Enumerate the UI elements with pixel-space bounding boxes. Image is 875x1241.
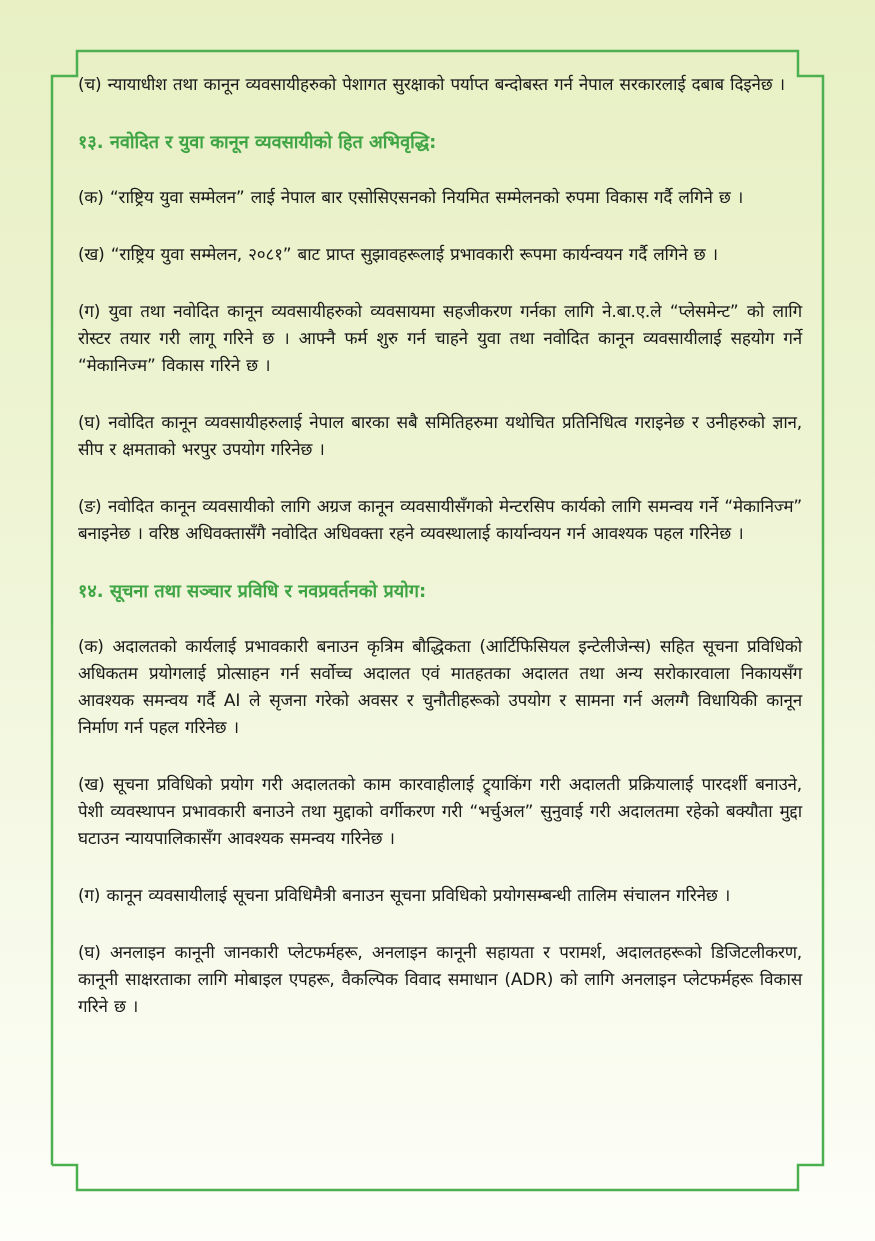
section-13-item-ga: (ग) युवा तथा नवोदित कानून व्यवसायीहरुको व्यवसायमा सहजीकरण गर्नका लागि ने.बा.ए.ले “प्लेसमेन्ट” को लागि रोस्टर तयार गरी लागू गरिने छ । आफ्नै फर्म शुरु गर्न चाहने युवा तथा नवोदित कानून व्यवसायीलाई सहयोग गर्ने “मेकानिज्म” विकास गरिने छ । bbox=[78, 302, 802, 376]
section-14-item-kha: (ख) सूचना प्रविधिको प्रयोग गरी अदालतको काम कारवाहीलाई ट्र्याकिंग गरी अदालती प्रक्रियालाई पारदर्शी बनाउने, पेशी व्यवस्थापन प्रभावकारी बनाउने तथा मुद्दाको वर्गीकरण गरी “भर्चुअल” सुनुवाई गरी अदालतमा रहेको बक्यौता मुद्दा घटाउन न्यायपालिकासँग आवश्यक समन्वय गरिनेछ । bbox=[78, 775, 802, 849]
section-14-heading: १४. सूचना तथा सञ्चार प्रविधि र नवप्रवर्तनको प्रयोग: bbox=[78, 581, 427, 602]
section-13-item-gha: (घ) नवोदित कानून व्यवसायीहरुलाई नेपाल बारका सबै समितिहरुमा यथोचित प्रतिनिधित्व गराइनेछ र उनीहरुको ज्ञान, सीप र क्षमताको भरपुर उपयोग गरिनेछ । bbox=[78, 413, 802, 460]
section-13-item-kha: (ख) “राष्ट्रिय युवा सम्मेलन, २०८१” बाट प्राप्त सुझावहरूलाई प्रभावकारी रूपमा कार्यन्वयन गर्दै लगिने छ । bbox=[78, 245, 718, 265]
document-body bbox=[78, 72, 802, 1021]
paragraph-cha: (च) न्यायाधीश तथा कानून व्यवसायीहरुको पेशागत सुरक्षाको पर्याप्त बन्दोबस्त गर्न नेपाल सरकारलाई दबाब दिइनेछ । bbox=[78, 75, 785, 95]
section-14-item-gha: (घ) अनलाइन कानूनी जानकारी प्लेटफर्महरू, अनलाइन कानूनी सहायता र परामर्श, अदालतहरूको डिजिटलीकरण, कानूनी साक्षरताका लागि मोबाइल एपहरू, वैकल्पिक विवाद समाधान (ADR) को लागि अनलाइन प्लेटफर्महरू विकास गरिने छ । bbox=[78, 943, 802, 1017]
section-13-item-nga: (ङ) नवोदित कानून व्यवसायीको लागि अग्रज कानून व्यवसायीसँगको मेन्टरसिप कार्यको लागि समन्वय गर्ने “मेकानिज्म” बनाइनेछ । वरिष्ठ अधिवक्तासँगै नवोदित अधिवक्ता रहने व्यवस्थालाई कार्यान्वयन गर्न आवश्यक पहल गरिनेछ । bbox=[78, 497, 802, 544]
section-13-heading: १३. नवोदित र युवा कानून व्यवसायीको हित अभिवृद्धि: bbox=[78, 132, 437, 153]
section-14-item-ka: (क) अदालतको कार्यलाई प्रभावकारी बनाउन कृत्रिम बौद्धिकता (आर्टिफिसियल इन्टेलीजेन्स) सहित सूचना प्रविधिको अधिकतम प्रयोगलाई प्रोत्साहन गर्न सर्वोच्च अदालत एवं मातहतका अदालत तथा अन्य सरोकारवाला निकायसँग आवश्यक समन्वय गर्दै AI ले सृजना गरेको अवसर र चुनौतीहरूको उपयोग र सामना गर्न अलग्गै विधायिकी कानून निर्माण गर्न पहल गरिनेछ । bbox=[78, 637, 802, 738]
section-13-item-ka: (क) “राष्ट्रिय युवा सम्मेलन” लाई नेपाल बार एसोसिएसनको नियमित सम्मेलनको रुपमा विकास गर्दै लगिने छ । bbox=[78, 188, 744, 208]
section-14-item-ga: (ग) कानून व्यवसायीलाई सूचना प्रविधिमैत्री बनाउन सूचना प्रविधिको प्रयोगसम्बन्धी तालिम संचालन गरिनेछ । bbox=[78, 886, 731, 906]
